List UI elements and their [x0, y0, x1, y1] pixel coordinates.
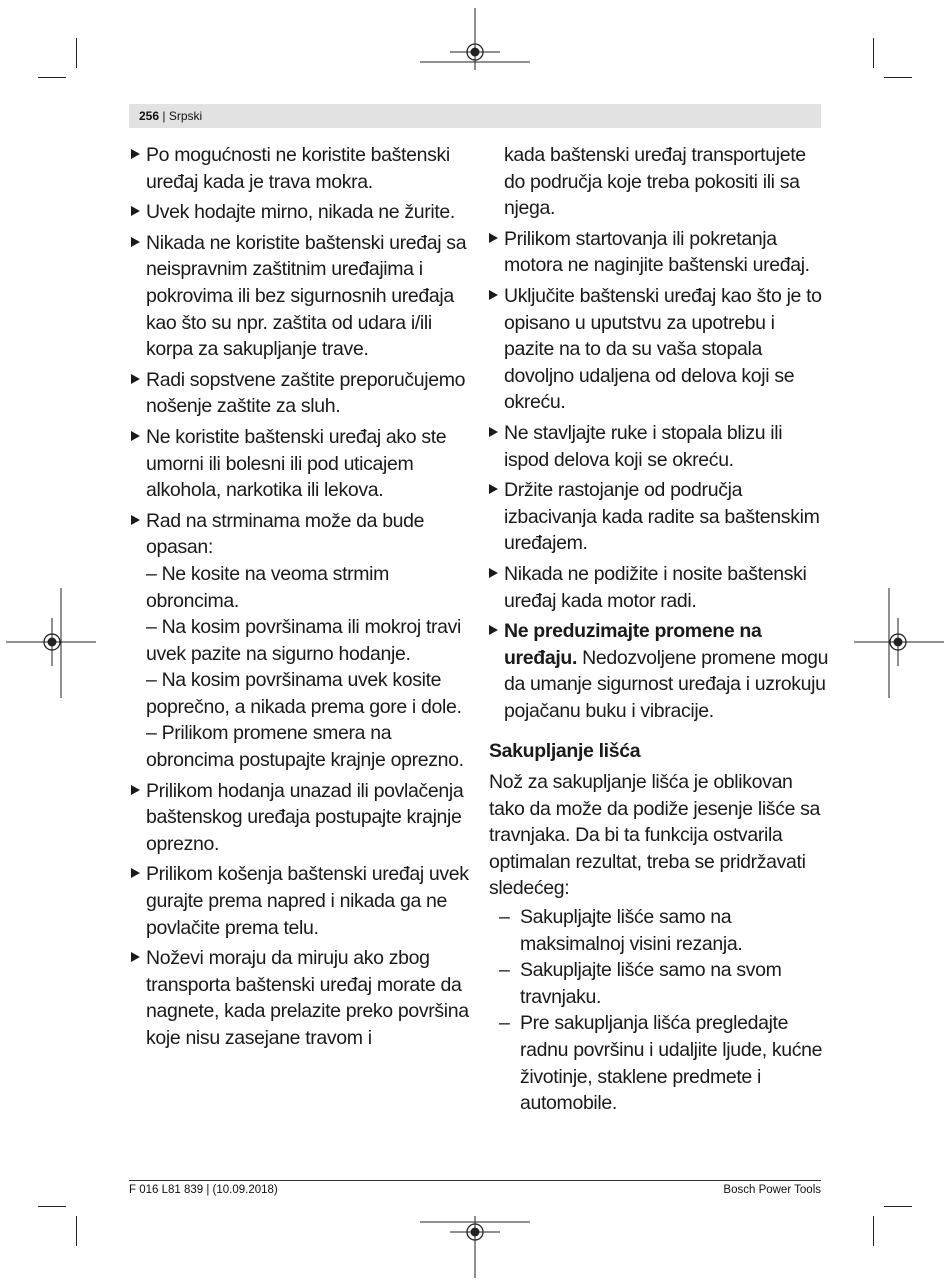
bullet-text: Nedozvoljene promene mogu da umanje sigurnost uređaja i uzrokuju pojačanu buku i vibracije.	[504, 646, 829, 722]
slope-sub-item: – Na kosim površinama uvek kosite poprečno, a nikada prema gore i dole.	[146, 669, 462, 718]
slope-sub-item: – Na kosim površinama ili mokroj travi uvek pazite na sigurno hodanje.	[146, 616, 462, 665]
bullet-text-wrapper	[504, 561, 829, 614]
bullet-triangle-icon	[131, 374, 140, 384]
bullet-triangle-icon	[489, 484, 498, 494]
bullet-text-wrapper	[504, 226, 829, 279]
bullet-triangle-icon	[489, 568, 498, 578]
safety-bullet-item	[489, 477, 829, 557]
bullet-text: Radi sopstvene zaštite preporučujemo nošenje zaštite za sluh.	[146, 368, 466, 418]
bullet-text-wrapper	[504, 618, 829, 724]
safety-bullet-item	[131, 230, 471, 363]
bullet-triangle-icon	[131, 431, 140, 441]
dash-list-item	[489, 957, 829, 1010]
safety-bullet-item	[489, 420, 829, 473]
left-column	[131, 142, 471, 1056]
footer-brand: Bosch Power Tools	[723, 1184, 821, 1196]
safety-bullet-item	[131, 424, 471, 504]
bullet-triangle-icon	[131, 868, 140, 878]
dash-item-text: Pre sakupljanja lišća pregledajte radnu površinu i udaljite ljude, kućne životinje, staklene predmete i automobile.	[520, 1012, 823, 1115]
dash-marker: –	[499, 1012, 510, 1035]
bullet-text: Rad na strminama može da bude opasan:	[146, 509, 425, 559]
crop-mark	[884, 77, 912, 78]
safety-bullet-item	[489, 618, 829, 724]
dash-item-text: Sakupljajte lišće samo na svom travnjaku.	[520, 959, 782, 1008]
bullet-text-wrapper	[504, 477, 829, 557]
bullet-triangle-icon	[489, 233, 498, 243]
bullet-text-wrapper	[504, 420, 829, 473]
bullet-text: Uvek hodajte mirno, nikada ne žurite.	[146, 201, 455, 224]
bullet-triangle-icon	[489, 427, 498, 437]
registration-mark-left	[6, 588, 96, 698]
safety-bullet-item	[131, 142, 471, 195]
bullet-triangle-icon	[131, 952, 140, 962]
safety-bullet-item	[131, 199, 471, 226]
dash-list-item	[489, 1010, 829, 1116]
footer-rule	[129, 1180, 821, 1181]
bullet-text: Ne koristite baštenski uređaj ako ste umorni ili bolesni ili pod uticajem alkohola, narkotika ili lekova.	[146, 425, 447, 502]
dash-list-item	[489, 904, 829, 957]
safety-bullet-item	[131, 508, 471, 774]
bullet-text: Uključite baštenski uređaj kao što je to opisano u uputstvu za upotrebu i pazite na to da su vaša stopala dovoljno udaljena od delova koji se okreću.	[504, 284, 822, 414]
bullet-text: Noževi moraju da miruju ako zbog transporta baštenski uređaj morate da nagnete, kada prelazite preko površina koje nisu zasejane travom i	[146, 947, 469, 1049]
crop-mark	[38, 1206, 66, 1207]
bullet-triangle-icon	[131, 515, 140, 525]
bullet-triangle-icon	[131, 206, 140, 216]
slope-sub-item: – Prilikom promene smera na obroncima postupajte krajnje oprezno.	[146, 722, 464, 772]
bullet-text-wrapper	[504, 283, 829, 416]
right-bullet-list	[489, 226, 829, 725]
safety-bullet-item	[489, 226, 829, 279]
bullet-text: Nikada ne koristite baštenski uređaj sa neispravnim zaštitnim uređajima i pokrovima ili bez sigurnosnih uređaja kao što su npr. zaštita od udara i/ili korpa za sakupljanje trave.	[146, 231, 467, 361]
bullet-triangle-icon	[489, 290, 498, 300]
bullet-text: Prilikom košenja baštenski uređaj uvek gurajte prema napred i nikada ga ne povlačite prema telu.	[146, 863, 469, 939]
safety-bullet-item	[131, 861, 471, 941]
dash-list	[489, 904, 829, 1117]
safety-bullet-item	[131, 945, 471, 1051]
footer-document-id: F 016 L81 839 | (10.09.2018)	[129, 1184, 278, 1196]
bullet-text: Držite rastojanje od područja izbacivanja kada radite sa baštenskim uređajem.	[504, 479, 820, 555]
safety-bullet-item	[489, 283, 829, 416]
section-paragraph: Nož za sakupljanje lišća je oblikovan tako da može da podiže jesenje lišće sa travnjaka. Da bi ta funkcija ostvarila optimalan rezultat, treba se pridržavati sledećeg:	[489, 771, 821, 900]
bullet-text: Prilikom hodanja unazad ili povlačenja baštenskog uređaja postupajte krajnje oprezno.	[146, 779, 464, 855]
crop-mark	[873, 1216, 874, 1246]
crop-mark	[38, 77, 66, 78]
bullet-bold-text: Ne preduzimajte promene na uređaju.	[504, 620, 762, 669]
crop-mark	[76, 1216, 77, 1246]
bullet-triangle-icon	[131, 785, 140, 795]
safety-bullet-item	[131, 778, 471, 858]
dash-item-text: Sakupljajte lišće samo na maksimalnoj visini rezanja.	[520, 906, 743, 955]
right-column	[489, 142, 829, 1117]
page-header-text	[139, 109, 202, 123]
crop-mark	[76, 38, 77, 68]
bullet-triangle-icon	[131, 149, 140, 159]
registration-mark-bottom	[420, 1196, 530, 1278]
header-separator: |	[159, 109, 169, 123]
dash-marker: –	[499, 906, 510, 929]
dash-marker: –	[499, 959, 510, 982]
registration-mark-right	[854, 588, 944, 698]
bullet-triangle-icon	[489, 625, 498, 635]
header-language: Srpski	[168, 109, 203, 123]
slope-sub-item: – Ne kosite na veoma strmim obroncima.	[146, 562, 390, 612]
crop-mark	[873, 38, 874, 68]
crop-mark	[884, 1206, 912, 1207]
continuation-text: kada baštenski uređaj transportujete do područja koje treba pokositi ili sa njega.	[504, 144, 806, 220]
bullet-text: Po mogućnosti ne koristite baštenski uređaj kada je trava mokra.	[146, 144, 450, 193]
bullet-text: Ne stavljajte ruke i stopala blizu ili ispod delova koji se okreću.	[504, 421, 783, 471]
bullet-text: Nikada ne podižite i nosite baštenski uređaj kada motor radi.	[504, 562, 807, 612]
page-number: 256	[139, 109, 160, 123]
safety-bullet-item	[131, 367, 471, 420]
bullet-triangle-icon	[131, 237, 140, 247]
section-title: Sakupljanje lišća	[489, 740, 641, 763]
bullet-text: Prilikom startovanja ili pokretanja motora ne naginjite baštenski uređaj.	[504, 227, 810, 277]
page-header	[129, 104, 821, 128]
safety-bullet-item	[489, 561, 829, 614]
registration-mark-top	[420, 8, 530, 90]
